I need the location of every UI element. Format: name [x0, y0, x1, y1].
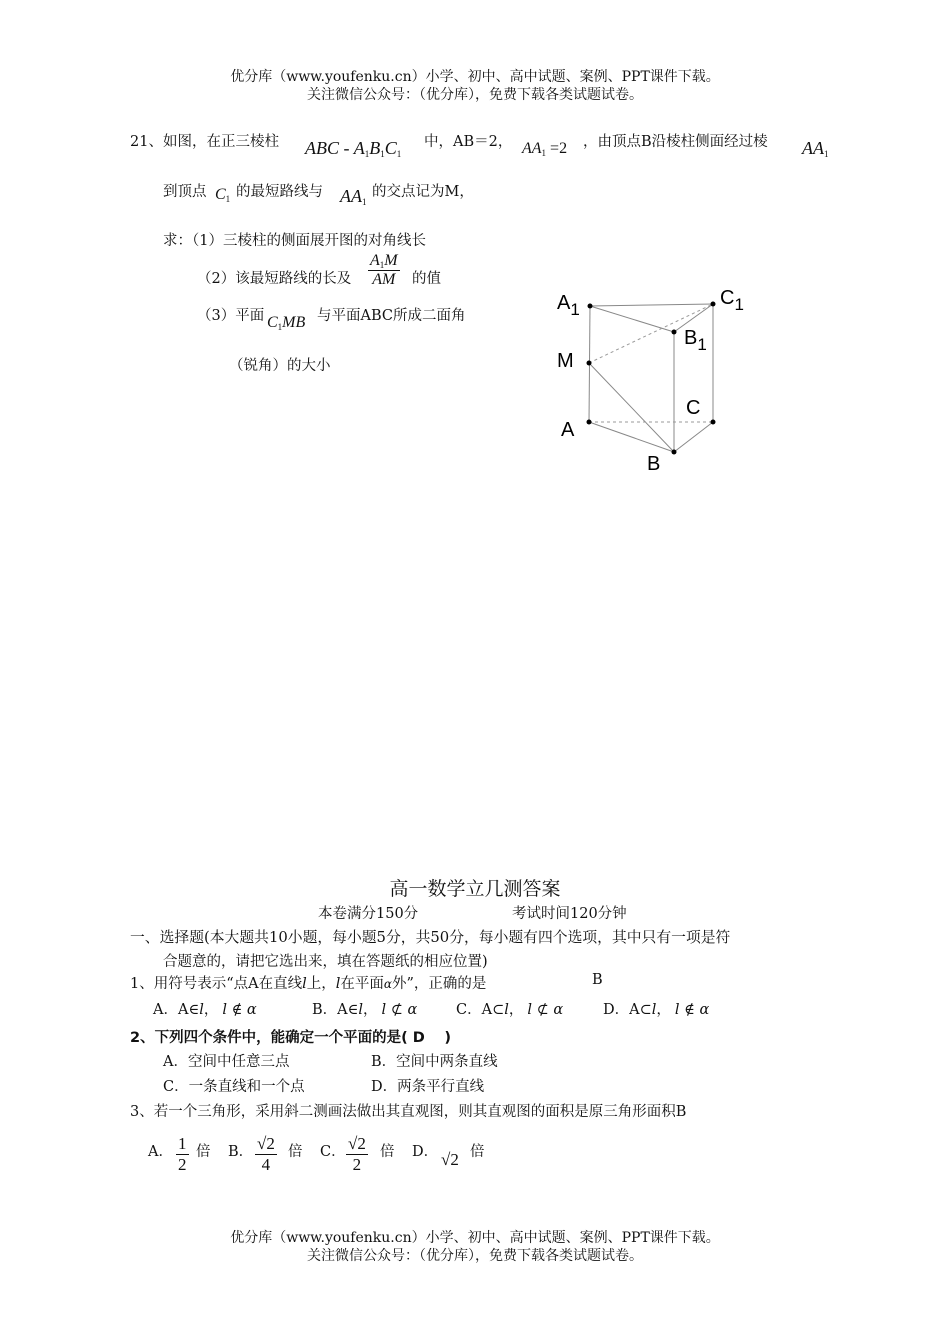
- q1-opt-c-l: l: [504, 1002, 509, 1018]
- footer-line-1: 优分库（www.youfenku.cn）小学、初中、高中试题、案例、PPT课件下载。: [230, 1230, 720, 1246]
- q21-line2-mid: 的最短路线与: [236, 184, 323, 200]
- q3-option-d-label: D．: [412, 1144, 439, 1160]
- edge-a1c1: [590, 304, 713, 306]
- q1-option-c: C．A⊂l， l ⊄ α: [456, 1002, 564, 1018]
- q21-c1: [215, 186, 230, 204]
- q1-l: l: [302, 976, 307, 992]
- vertex-a1: [588, 304, 593, 309]
- label-c1: $C_1$: [720, 287, 744, 314]
- q1-opt-a-l: l: [199, 1002, 204, 1018]
- q21-line2-post: 的交点记为M，: [372, 184, 474, 200]
- edge-bc: [674, 422, 713, 452]
- q1-opt-a-rel: l ∉ α: [222, 1002, 257, 1018]
- vertex-c: [711, 420, 716, 425]
- label-b1: $B_1$: [684, 327, 707, 354]
- q1-opt-d-rel: l ∉ α: [674, 1002, 710, 1018]
- q1-stem: [130, 972, 486, 993]
- label-a1: $A_1$: [557, 292, 580, 319]
- q3-b-num: √2: [257, 1134, 275, 1153]
- answer-title: 高一数学立几测答案: [389, 878, 561, 900]
- section1-line1: 一、选择题(本大题共10小题，每小题5分，共50分，每小题有四个选项，其中只有一项是符: [130, 929, 731, 946]
- q21-ratio: [368, 252, 400, 289]
- q21-p3-post: 与平面ABC所成二面角: [317, 308, 466, 324]
- q3-option-a-label: A．: [148, 1144, 173, 1160]
- q21-after: ，由顶点B沿棱柱侧面经过棱: [583, 134, 768, 150]
- q3-option-a-times: 倍: [196, 1144, 211, 1160]
- q3-a-den: 2: [178, 1155, 187, 1174]
- q1-opt-b-rel: l ⊄ α: [381, 1002, 418, 1018]
- q21-aa1: [522, 140, 567, 158]
- vertex-c1: [711, 302, 716, 307]
- ratio-num-a: A: [370, 252, 380, 269]
- prism-c-sub: 1: [396, 149, 402, 159]
- q3-option-b-label: B．: [228, 1144, 254, 1160]
- q21-prefix: 21、如图，在正三棱柱: [130, 134, 279, 150]
- q21-p2-pre: （2）该最短路线的长及: [197, 271, 352, 287]
- vertex-a: [587, 420, 592, 425]
- vertex-m: [587, 361, 592, 366]
- line2-aa-sub: 1: [362, 197, 367, 207]
- q1-answer: B: [592, 972, 603, 988]
- q1-opt-c-rel: l ⊄ α: [527, 1002, 564, 1018]
- label-b: B: [647, 453, 661, 475]
- q21-p3-line2: （锐角）的大小: [229, 358, 331, 374]
- c1-text: C: [215, 186, 226, 203]
- q21-line2-aa: [340, 186, 367, 207]
- q3-option-b-frac: [255, 1134, 277, 1175]
- edge-ab: [589, 422, 674, 452]
- q21-line2-pre: 到顶点: [163, 184, 207, 200]
- q3-option-a-frac: [176, 1134, 189, 1175]
- q21-ask: 求：（1）三棱柱的侧面展开图的对角线长: [163, 233, 426, 249]
- exam-time: 考试时间120分钟: [512, 906, 627, 922]
- prism-b-sub: 1: [380, 149, 385, 159]
- q1-opt-c-label: C．A⊂: [456, 1002, 505, 1018]
- q3-option-c-times: 倍: [380, 1144, 395, 1160]
- q3-c-num: √2: [348, 1134, 366, 1153]
- prism-b: B: [369, 138, 381, 158]
- section1-line2: 合题意的，请把它选出来，填在答题纸的相应位置): [163, 954, 488, 970]
- q3-b-den: 4: [261, 1155, 271, 1174]
- q2-option-c: C．一条直线和一个点: [163, 1079, 305, 1095]
- q1-opt-b-label: B．A∈: [312, 1002, 359, 1018]
- q3-option-c-label: C．: [320, 1144, 346, 1160]
- edge-sub: 1: [824, 149, 829, 159]
- q21-p2-post: 的值: [412, 271, 441, 287]
- q2-option-d: D．两条平行直线: [371, 1079, 485, 1095]
- q1-opt-b-l: l: [358, 1002, 364, 1018]
- q3-c-den: 2: [352, 1155, 362, 1174]
- c1-sub: 1: [225, 194, 231, 204]
- prism-a-sub: 1: [364, 149, 370, 159]
- q1-stem-mid2: 在平面: [340, 976, 384, 992]
- q1-option-a: A．A∈l， l ∉ α: [153, 1002, 257, 1018]
- aa1-text: AA: [522, 140, 542, 157]
- q21-p3-pre: （3）平面: [197, 308, 265, 324]
- vertex-b: [672, 450, 677, 455]
- path-mb: [589, 363, 674, 452]
- plane-mb: MB: [282, 314, 306, 331]
- q1-stem-pre: 1、用符号表示“点A在直线: [130, 976, 303, 992]
- vertex-b1: [672, 330, 677, 335]
- plane-sub: 1: [277, 322, 283, 332]
- q21-plane: [267, 314, 305, 332]
- q1-option-b: B．A∈l， l ⊄ α: [312, 1002, 418, 1018]
- q1-stem-post: 外”，正确的是: [392, 976, 487, 992]
- footer-line-2: 关注微信公众号：（优分库），免费下载各类试题试卷。: [307, 1248, 643, 1264]
- prism-figure: [540, 270, 770, 490]
- q21-mid: 中，AB＝2，: [424, 134, 513, 150]
- q2-option-b: B．空间中两条直线: [371, 1054, 498, 1070]
- q3-option-b-times: 倍: [288, 1144, 303, 1160]
- plane-c: C: [267, 314, 278, 331]
- q21-prism: [305, 138, 401, 159]
- prism-abc: ABC -: [305, 138, 350, 158]
- ratio-num-sub: 1: [379, 260, 385, 270]
- label-a: A: [561, 419, 575, 441]
- q1-opt-a-label: A．A∈: [153, 1002, 200, 1018]
- prism-a: A: [353, 138, 365, 158]
- label-c: C: [686, 397, 701, 419]
- prism-c: C: [384, 138, 397, 158]
- aa1-value: =2: [550, 140, 568, 157]
- q1-opt-d-l: l: [651, 1002, 657, 1018]
- q21-edge: [802, 138, 829, 159]
- q3-a-num: 1: [178, 1134, 187, 1153]
- q1-stem-mid: 上，: [306, 976, 336, 992]
- line2-aa-text: AA: [340, 186, 362, 206]
- q1-option-d: D．A⊂l， l ∉ α: [603, 1002, 710, 1018]
- q2-option-a: A．空间中任意三点: [163, 1054, 290, 1070]
- q3-option-d-times: 倍: [470, 1144, 485, 1160]
- ratio-den: AM: [372, 271, 396, 288]
- ratio-num-m: M: [384, 252, 398, 269]
- header-line-2: 关注微信公众号：（优分库），免费下载各类试题试卷。: [307, 87, 643, 103]
- header-line-1: 优分库（www.youfenku.cn）小学、初中、高中试题、案例、PPT课件下载。: [230, 69, 720, 85]
- label-m: M: [557, 350, 574, 372]
- q1-l-2: l: [335, 976, 341, 992]
- aa1-sub: 1: [541, 148, 547, 158]
- edge-text: AA: [802, 138, 824, 158]
- full-marks: 本卷满分150分: [318, 906, 419, 922]
- q1-alpha: α: [383, 977, 392, 991]
- q3-option-d-sqrt: √2: [441, 1150, 459, 1169]
- q3-option-c-frac: [346, 1134, 368, 1175]
- q1-opt-d-label: D．A⊂: [603, 1002, 652, 1018]
- q3-stem: 3、若一个三角形，采用斜二测画法做出其直观图，则其直观图的面积是原三角形面积B: [130, 1104, 687, 1120]
- q2-stem: 2、下列四个条件中，能确定一个平面的是( D ): [130, 1030, 451, 1046]
